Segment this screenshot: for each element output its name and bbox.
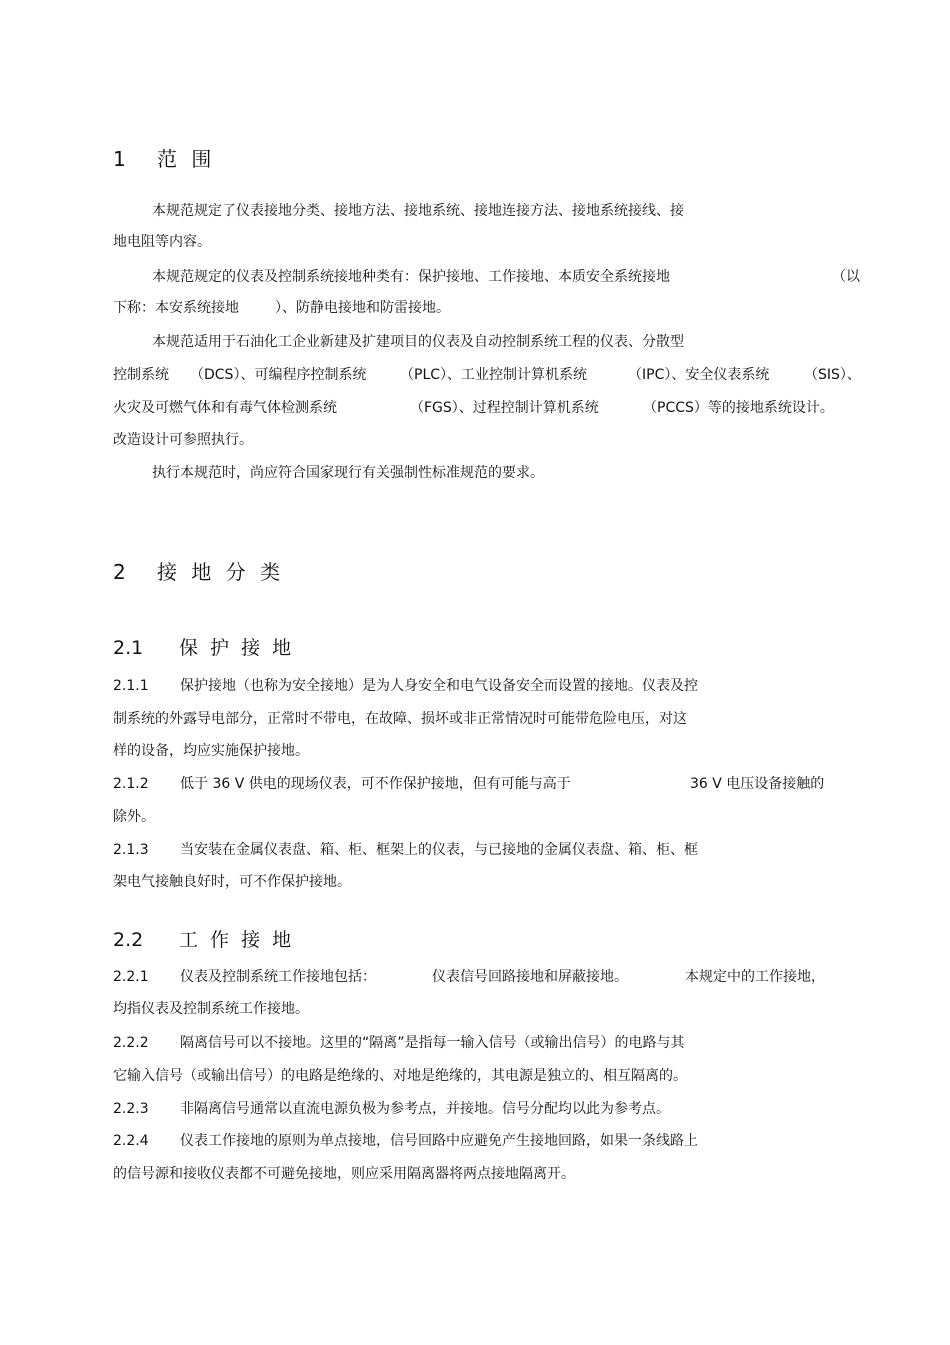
paragraph-line: （FGS）、过程控制计算机系统 <box>410 400 599 416</box>
clause-item <box>113 1099 670 1119</box>
subsection-title: 工 作 接 地 <box>179 929 295 951</box>
section-1-heading <box>113 146 215 172</box>
clause-number: 2.2.3 <box>113 1101 149 1117</box>
paragraph-line: 执行本规范时，尚应符合国家现行有关强制性标准规范的要求。 <box>152 465 544 481</box>
clause-item <box>113 1131 698 1151</box>
section-2-heading <box>113 559 284 585</box>
paragraph-line: 改造设计可参照执行。 <box>113 432 253 448</box>
clause-line: 样的设备，均应实施保护接地。 <box>113 743 309 759</box>
paragraph-line: 本规范规定了仪表接地分类、接地方法、接地系统、接地连接方法、接地系统接线、接 <box>152 203 684 219</box>
paragraph-line: 地电阻等内容。 <box>113 234 211 250</box>
paragraph-line: 控制系统 <box>113 367 169 383</box>
clause-number: 2.2.4 <box>113 1133 149 1149</box>
clause-line: 的信号源和接收仪表都不可避免接地，则应采用隔离器将两点接地隔离开。 <box>113 1166 575 1182</box>
clause-line: 36 V 电压设备接触的 <box>690 776 825 792</box>
clause-item <box>113 1033 685 1053</box>
section-title: 接 地 分 类 <box>157 560 285 584</box>
paragraph-line: 本规范适用于石油化工企业新建及扩建项目的仪表及自动控制系统工程的仪表、分散型 <box>152 334 684 350</box>
paragraph-line: （SIS）、 <box>804 367 861 383</box>
paragraph-line: 下称：本安系统接地 <box>113 300 239 316</box>
clause-item <box>113 774 571 794</box>
clause-line: 架电气接触良好时，可不作保护接地。 <box>113 874 351 890</box>
subsection-number: 2.1 <box>113 637 144 659</box>
clause-line: 仪表信号回路接地和屏蔽接地。 <box>432 969 628 985</box>
subsection-title: 保 护 接 地 <box>179 637 295 659</box>
clause-number: 2.2.1 <box>113 969 149 985</box>
clause-text: 低于 36 V 供电的现场仪表，可不作保护接地，但有可能与高于 <box>180 776 571 792</box>
clause-line: 本规定中的工作接地， <box>685 969 825 985</box>
clause-line: 除外。 <box>113 809 155 825</box>
clause-text: 仪表及控制系统工作接地包括： <box>180 969 376 985</box>
clause-item <box>113 967 376 987</box>
clause-text: 当安装在金属仪表盘、箱、柜、框架上的仪表，与已接地的金属仪表盘、箱、柜、框 <box>180 842 698 858</box>
clause-text: 保护接地（也称为安全接地）是为人身安全和电气设备安全而设置的接地。仪表及控 <box>180 678 698 694</box>
clause-line: 均指仪表及控制系统工作接地。 <box>113 1001 309 1017</box>
subsection-2-2-heading <box>113 927 294 953</box>
clause-item <box>113 676 698 696</box>
clause-number: 2.1.1 <box>113 678 149 694</box>
paragraph-line: ）、防静电接地和防雷接地。 <box>275 300 450 316</box>
clause-text: 非隔离信号通常以直流电源负极为参考点，并接地。信号分配均以此为参考点。 <box>180 1101 670 1117</box>
clause-number: 2.1.3 <box>113 842 149 858</box>
paragraph-line: （PCCS）等的接地系统设计。 <box>643 400 834 416</box>
paragraph-line: （DCS）、可编程序控制系统 <box>190 367 367 383</box>
section-number: 1 <box>113 147 126 171</box>
clause-text: 仪表工作接地的原则为单点接地，信号回路中应避免产生接地回路，如果一条线路上 <box>180 1133 698 1149</box>
paragraph-line: （PLC）、工业控制计算机系统 <box>400 367 588 383</box>
clause-item <box>113 840 698 860</box>
clause-line: 它输入信号（或输出信号）的电路是绝缘的、对地是绝缘的，其电源是独立的、相互隔离的。 <box>113 1068 687 1084</box>
paragraph-line: 本规范规定的仪表及控制系统接地种类有：保护接地、工作接地、本质安全系统接地 <box>152 269 670 285</box>
section-number: 2 <box>113 560 126 584</box>
paragraph-line: （以 <box>832 269 860 285</box>
paragraph-line: （IPC）、安全仪表系统 <box>628 367 770 383</box>
section-title: 范 围 <box>157 147 216 171</box>
paragraph-line: 火灾及可燃气体和有毒气体检测系统 <box>113 400 337 416</box>
subsection-2-1-heading <box>113 635 294 661</box>
clause-number: 2.2.2 <box>113 1035 149 1051</box>
clause-text: 隔离信号可以不接地。这里的“隔离”是指每一输入信号（或输出信号）的电路与其 <box>180 1035 685 1051</box>
clause-number: 2.1.2 <box>113 776 149 792</box>
clause-line: 制系统的外露导电部分，正常时不带电，在故障、损坏或非正常情况时可能带危险电压，对这 <box>113 711 687 727</box>
subsection-number: 2.2 <box>113 929 144 951</box>
